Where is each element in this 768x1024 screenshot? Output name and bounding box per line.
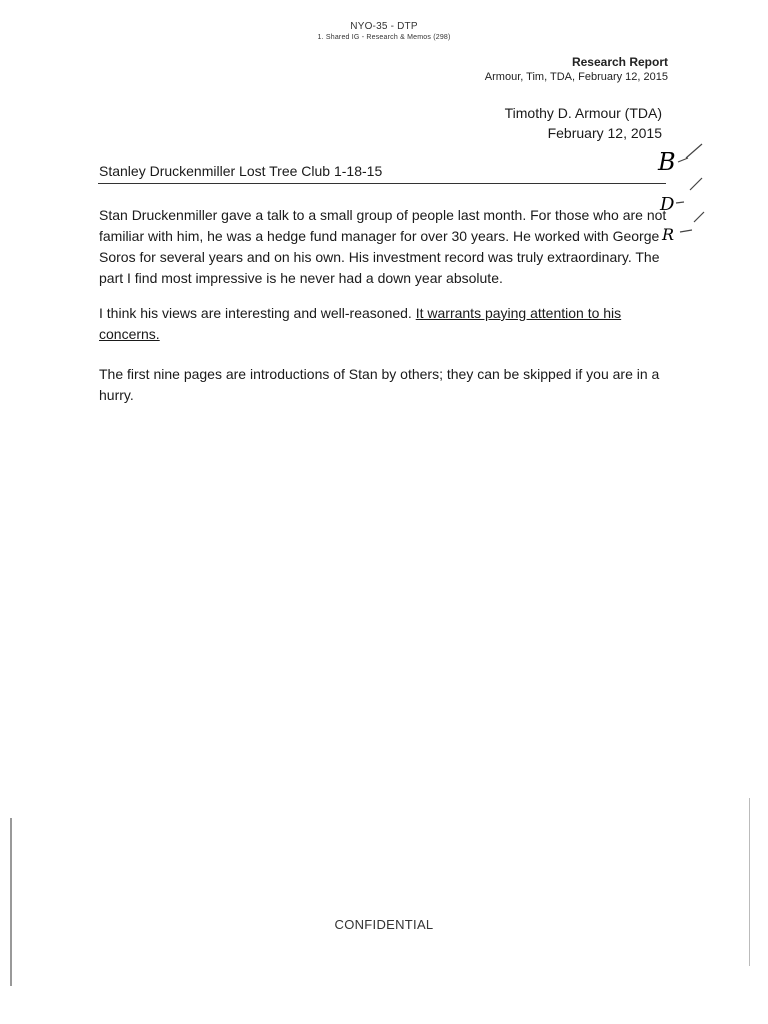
handwritten-mark-d: D xyxy=(660,194,675,215)
scan-edge-left xyxy=(10,818,12,986)
report-title: Research Report xyxy=(571,55,668,69)
handwritten-mark-b: B xyxy=(658,148,676,176)
dash-mark-1 xyxy=(678,158,688,162)
paragraph-2 xyxy=(99,303,669,345)
paragraph-1: Stan Druckenmiller gave a talk to a small group of people last month. For those who are not familiar with him, he was a hedge fund manager for over 30 years. He worked with George Soros for several years and on his own. His investment record was truly extraordinary. The part I find most impressive is he never had a down year absolute. xyxy=(99,207,667,286)
report-subtitle: Armour, Tim, TDA, February 12, 2015 xyxy=(484,71,668,83)
bates-stamp xyxy=(0,21,768,43)
check-mark-1 xyxy=(686,144,702,158)
author-block xyxy=(505,103,662,143)
folder-label: 1. Shared IG - Research & Memos (298) xyxy=(317,34,451,41)
handwritten-mark-r: R xyxy=(662,225,675,240)
check-mark-3 xyxy=(694,212,704,222)
dash-mark-2 xyxy=(676,202,684,203)
check-mark-2 xyxy=(690,178,702,190)
bates-number: NYO-35 - DTP xyxy=(350,21,418,32)
confidential-footer: CONFIDENTIAL xyxy=(334,917,434,932)
paragraph-2-text: I think his views are interesting and well-reasoned. xyxy=(99,305,416,321)
dash-mark-3 xyxy=(680,230,692,232)
author-date: February 12, 2015 xyxy=(547,125,662,141)
scan-edge-right xyxy=(749,798,750,966)
memo-subject: Stanley Druckenmiller Lost Tree Club 1-18-15 xyxy=(99,163,383,179)
subject-divider xyxy=(98,183,666,184)
paragraph-3: The first nine pages are introductions of Stan by others; they can be skipped if you are in a hurry. xyxy=(99,366,660,403)
report-header xyxy=(485,55,668,84)
paragraph-2-underlined: It warrants paying attention to his concerns. xyxy=(99,305,622,342)
author-name: Timothy D. Armour (TDA) xyxy=(504,105,662,121)
